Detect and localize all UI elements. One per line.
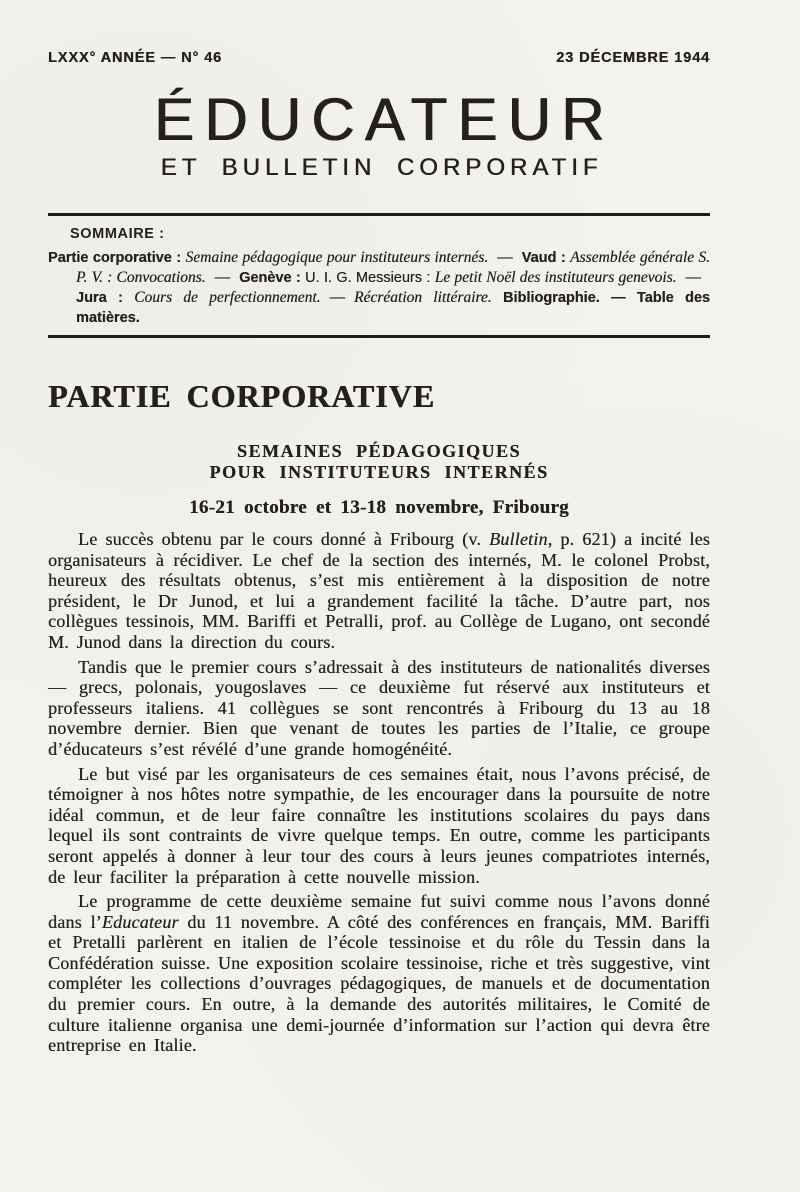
article bbox=[48, 378, 710, 1056]
issue-number: LXXX° ANNÉE — N° 46 bbox=[48, 50, 223, 66]
sommaire-label: SOMMAIRE : bbox=[70, 226, 165, 242]
section-title: PARTIE CORPORATIVE bbox=[48, 378, 436, 414]
divider-bottom bbox=[48, 335, 710, 338]
journal-subtitle: ET BULLETIN CORPORATIF bbox=[160, 154, 603, 181]
article-body bbox=[48, 529, 710, 1056]
paragraph: Tandis que le premier cours s’adressait à des instituteurs de nationalités diverses — grecs, polonais, yougoslaves — ce deuxième fut réservé aux instituteurs et professeurs italiens. 41 collègues se sont rencontrés à Fribourg du 13 au 18 novembre dernier. Bien que venant de toutes les parties de l’Italie, ce groupe d’éducateurs s’est révélé d’une grande homogénéité. bbox=[48, 656, 710, 759]
issue-row bbox=[48, 50, 710, 66]
divider-top bbox=[48, 213, 710, 216]
article-heading-line1: SEMAINES PÉDAGOGIQUES bbox=[236, 441, 522, 461]
article-subheading: 16-21 octobre et 13-18 novembre, Fribourg bbox=[189, 497, 569, 518]
paragraph: Le programme de cette deuxième semaine fut suivi comme nous l’avons donné dans l’Educateur du 11 novembre. A côté des conférences en français, MM. Bariffi et Pretalli parlèrent en italien de l’école tessinoise et du rôle du Tessin dans la Confédération suisse. Une exposition scolaire tessinoise, riche et très suggestive, vint compléter les collections d’ouvrages pédagogiques, de manuels et de documentation du premier cours. En outre, à la demande des autorités militaires, le Comité de culture italienne organisa une demi-journée d’information sur l’action qui devra être entreprise en Italie. bbox=[48, 891, 711, 1056]
paragraph: Le but visé par les organisateurs de ces semaines était, nous l’avons précisé, de témoigner à nos hôtes notre sympathie, de les encourager dans la poursuite de notre idéal commun, et de leur faire connaître les institutions scolaires du pays dans lequel ils sont contraints de vivre quelque temps. En outre, comme les participants seront appelés à donner à leur tour des cours à leurs jeunes compatriotes internés, de leur faciliter la préparation à cette nouvelle mission. bbox=[48, 763, 710, 887]
sommaire-text: Partie corporative : Semaine pédagogique pour instituteurs internés. — Vaud : Assemblée générale S. P. V. : Convocations. — Genève : U. I. G. Messieurs : Le petit Noël des instituteurs genevois. —Jura : Cours de perfectionnement. — Récréation littéraire. Bibliographie. — Table des matières. bbox=[48, 249, 710, 326]
sommaire-section bbox=[48, 226, 710, 328]
issue-date: 23 DÉCEMBRE 1944 bbox=[556, 50, 710, 66]
journal-title: ÉDUCATEUR bbox=[153, 86, 615, 153]
article-heading bbox=[48, 441, 710, 483]
masthead bbox=[48, 50, 710, 182]
paragraph: Le succès obtenu par le cours donné à Fribourg (v. Bulletin, p. 621) a incité les organisateurs à récidiver. Le chef de la section des internés, M. le colonel Probst, heureux des résultats obtenus, s’est mis entièrement à la disposition de notre président, le Dr Junod, et lui a grandement facilité la tâche. D’autre part, nos collègues tessinois, MM. Bariffi et Petralli, prof. au Collège de Lugano, ont secondé M. Junod dans la direction du cours. bbox=[48, 529, 710, 652]
article-heading-line2: POUR INSTITUTEURS INTERNÉS bbox=[209, 462, 549, 482]
